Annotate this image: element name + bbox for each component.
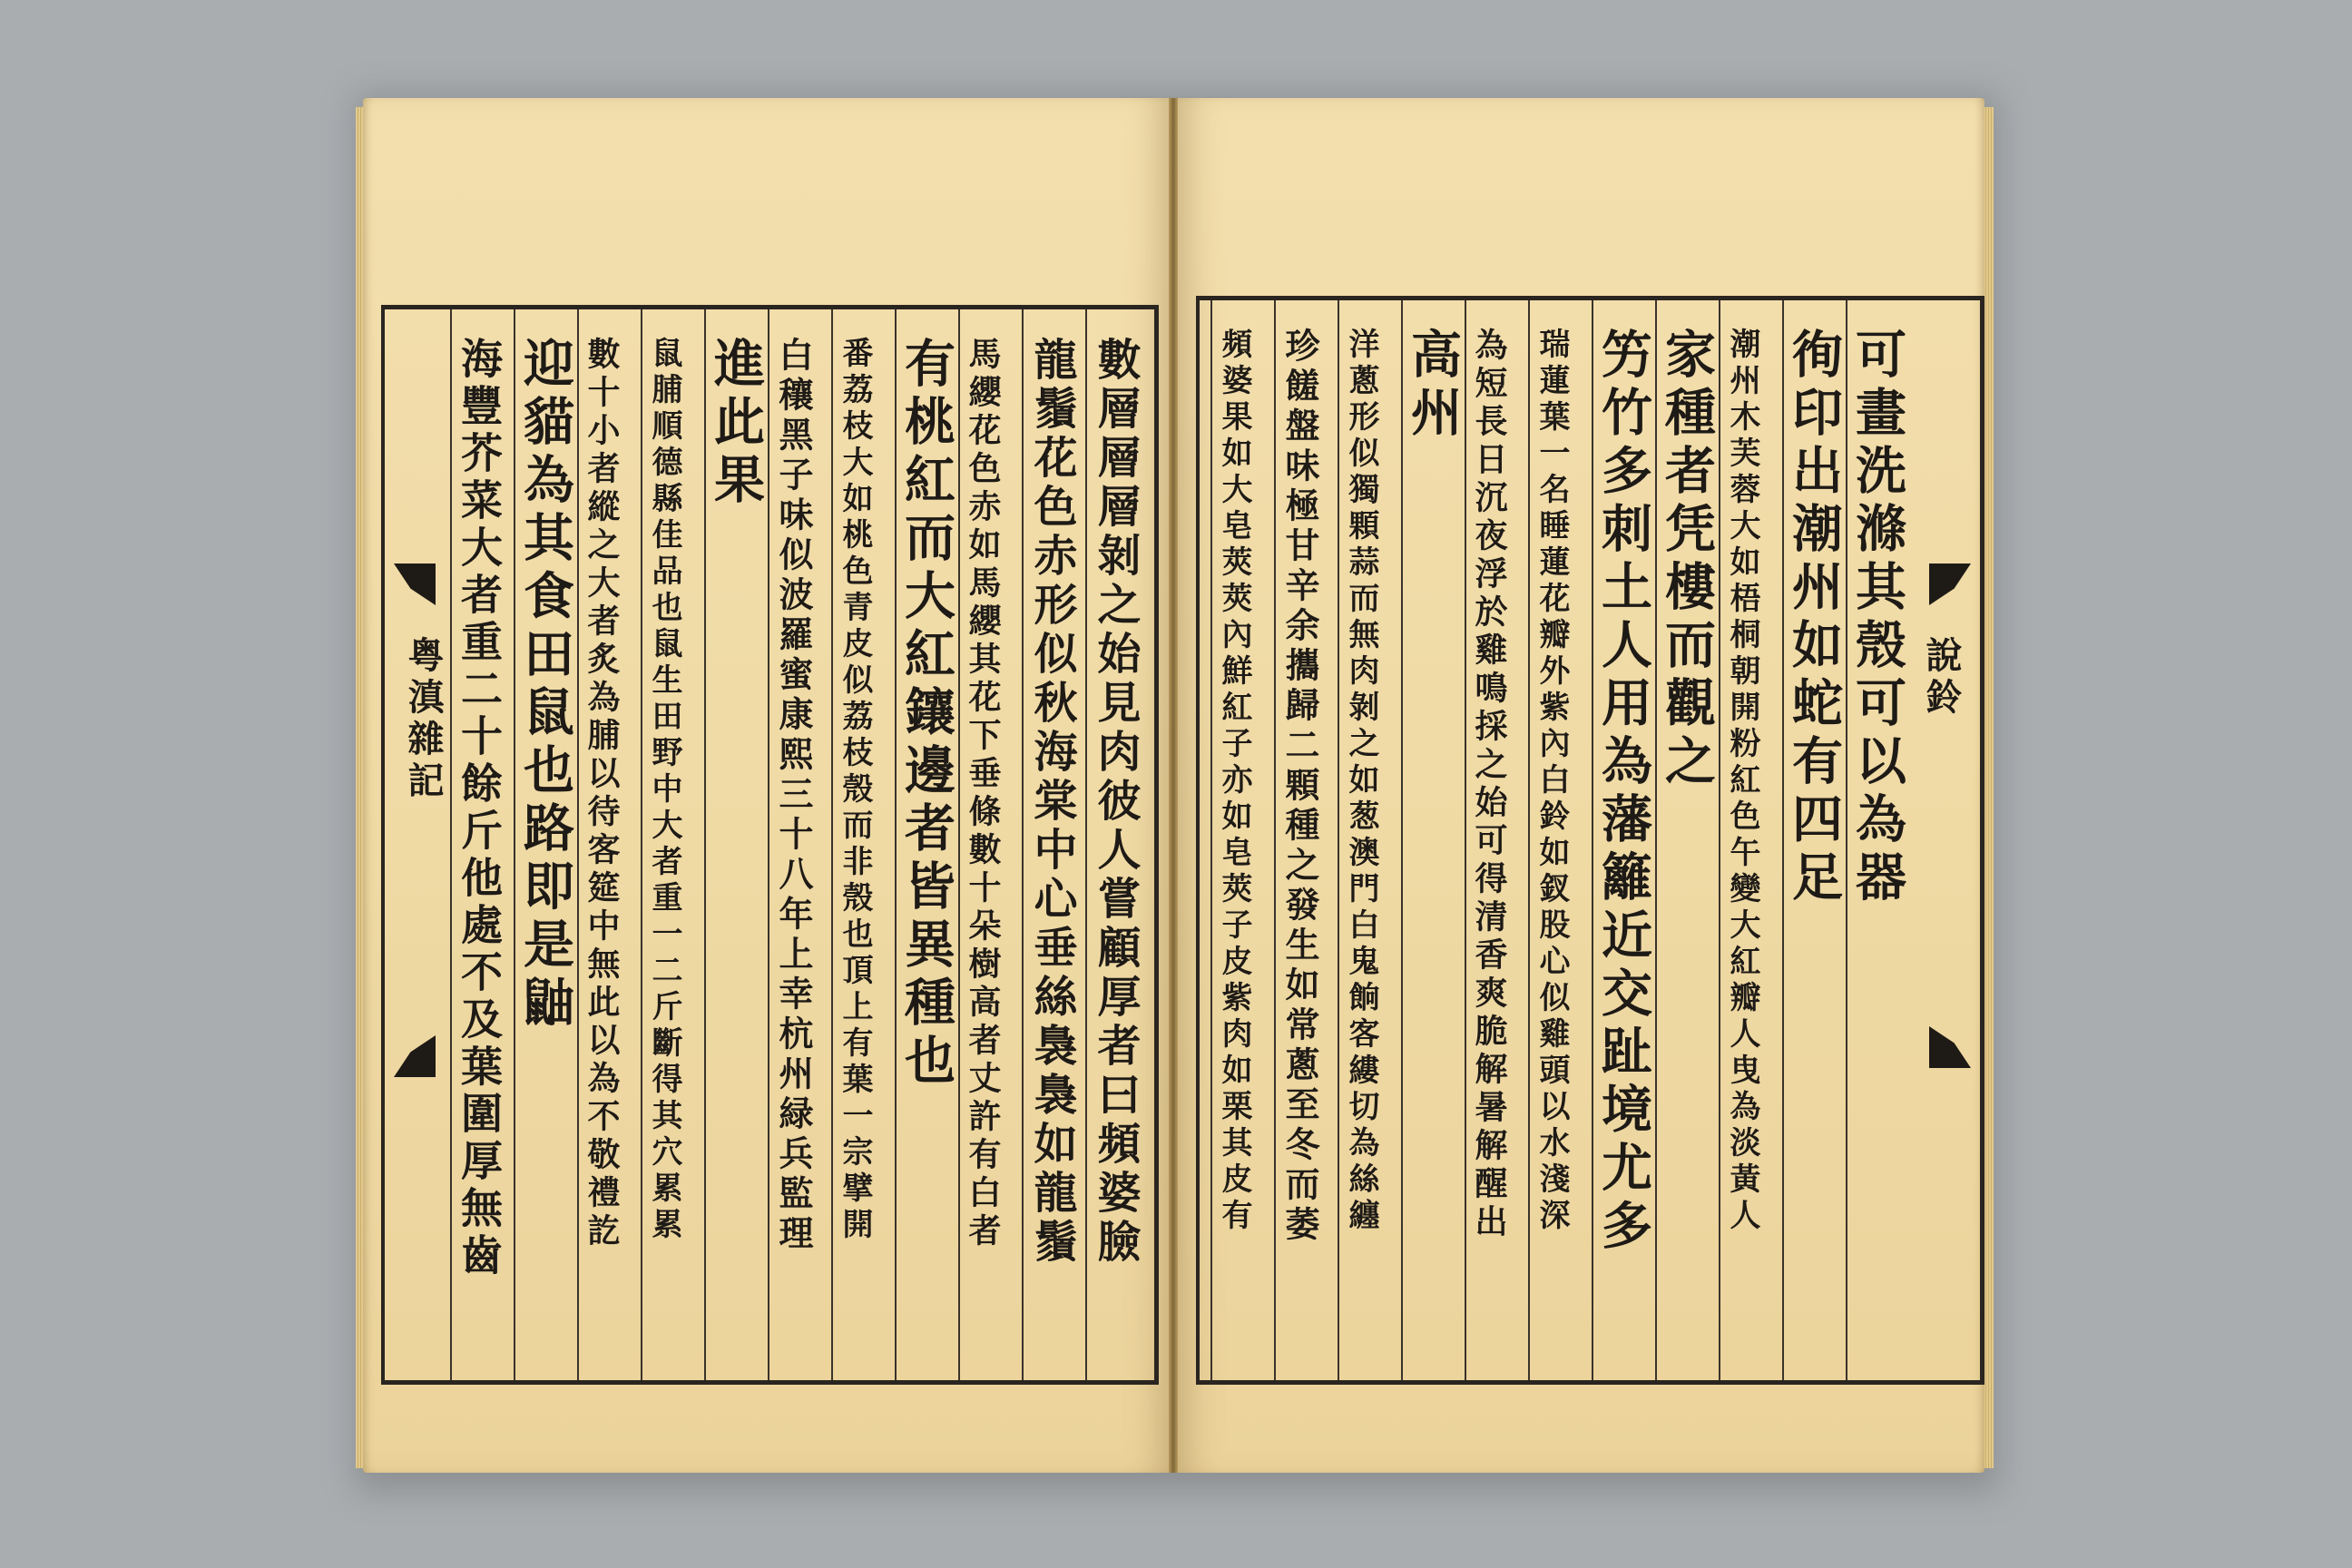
fish-tail-mark-bottom-right bbox=[1929, 1026, 1971, 1068]
text-column: 瑞蓮葉一名睡蓮花瓣外紫內白鈴如釵股心似雞頭以水淺深 bbox=[1534, 328, 1570, 1235]
fish-tail-mark-top-right bbox=[1929, 564, 1971, 605]
column-rule bbox=[1338, 300, 1339, 1380]
text-column: 洋蔥形似獨顆蒜而無肉剝之如葱澳門白鬼餉客縷切為絲纏 bbox=[1343, 328, 1379, 1235]
right-fold-title: 說鈴 bbox=[1920, 636, 1963, 720]
text-column: 高州 bbox=[1403, 328, 1463, 444]
text-column: 鼠脯順德縣佳品也鼠生田野中大者重一二斤斷得其穴累累 bbox=[646, 337, 682, 1244]
column-rule bbox=[1274, 300, 1276, 1380]
column-rule bbox=[1210, 300, 1212, 1380]
text-column: 數層層層剝之始見肉彼人嘗顧厚者曰頻婆臉 bbox=[1090, 337, 1141, 1268]
left-page-frame bbox=[381, 305, 1159, 1385]
left-fold-column bbox=[385, 309, 448, 1380]
column-rule bbox=[577, 309, 579, 1380]
column-rule bbox=[1022, 309, 1024, 1380]
column-rule bbox=[831, 309, 833, 1380]
text-column: 可畫洗滌其殼可以為器 bbox=[1847, 328, 1907, 908]
text-column: 徇印出潮州如蛇有四足 bbox=[1784, 328, 1844, 908]
column-rule bbox=[1465, 300, 1466, 1380]
text-column: 竻竹多刺土人用為藩籬近交趾境尤多 bbox=[1593, 328, 1653, 1257]
column-rule bbox=[1528, 300, 1530, 1380]
column-rule bbox=[768, 309, 769, 1380]
text-column: 為短長日沉夜浮於雞鳴採之始可得清香爽脆解暑解醒出 bbox=[1470, 328, 1508, 1242]
fish-tail-mark-bottom bbox=[394, 1035, 436, 1077]
column-rule bbox=[641, 309, 642, 1380]
text-column: 番荔枝大如桃色青皮似荔枝殼而非殼也頂上有葉一宗擘開 bbox=[837, 337, 873, 1244]
book-gutter bbox=[1169, 98, 1178, 1473]
text-column: 白穰黑子味似波羅蜜康熙三十八年上幸杭州緑兵監理 bbox=[773, 337, 814, 1255]
text-column: 數十小者縱之大者炙為脯以待客筵中無此以為不敬禮訖 bbox=[583, 337, 621, 1251]
text-column: 珍饈盤味極甘辛余攜歸二顆種之發生如常蔥至冬而萎 bbox=[1279, 328, 1320, 1246]
text-column: 潮州木芙蓉大如梧桐朝開粉紅色午變大紅瓣人曳為淡黃人 bbox=[1724, 328, 1760, 1235]
text-column: 進此果 bbox=[706, 337, 766, 511]
right-fold-column bbox=[1916, 300, 1980, 1380]
left-fold-title: 粤滇雜記 bbox=[402, 636, 445, 803]
text-column: 家種者凭樓而觀之 bbox=[1657, 328, 1717, 792]
column-rule bbox=[958, 309, 960, 1380]
column-rule bbox=[1401, 300, 1403, 1380]
fish-tail-mark-top bbox=[394, 564, 436, 605]
column-rule bbox=[450, 309, 452, 1380]
text-column: 龍鬚花色赤形似秋海棠中心垂絲裊裊如龍鬚 bbox=[1026, 337, 1077, 1268]
text-column: 有桃紅而大紅鑲邊者皆異種也 bbox=[897, 337, 956, 1092]
column-rule bbox=[1719, 300, 1720, 1380]
right-page-frame bbox=[1196, 296, 1984, 1385]
text-column: 海豐芥菜大者重二十餘斤他處不及葉圍厚無齒 bbox=[455, 337, 504, 1280]
text-column: 馬纓花色赤如馬纓其花下垂條數十朵樹高者丈許有白者 bbox=[964, 337, 1002, 1251]
text-column: 頻婆果如大皂莢莢內鮮紅子亦如皂莢子皮紫肉如栗其皮有 bbox=[1216, 328, 1252, 1235]
text-column: 迎貓為其食田鼠也路即是鼬 bbox=[515, 337, 575, 1034]
column-rule bbox=[1085, 309, 1087, 1380]
